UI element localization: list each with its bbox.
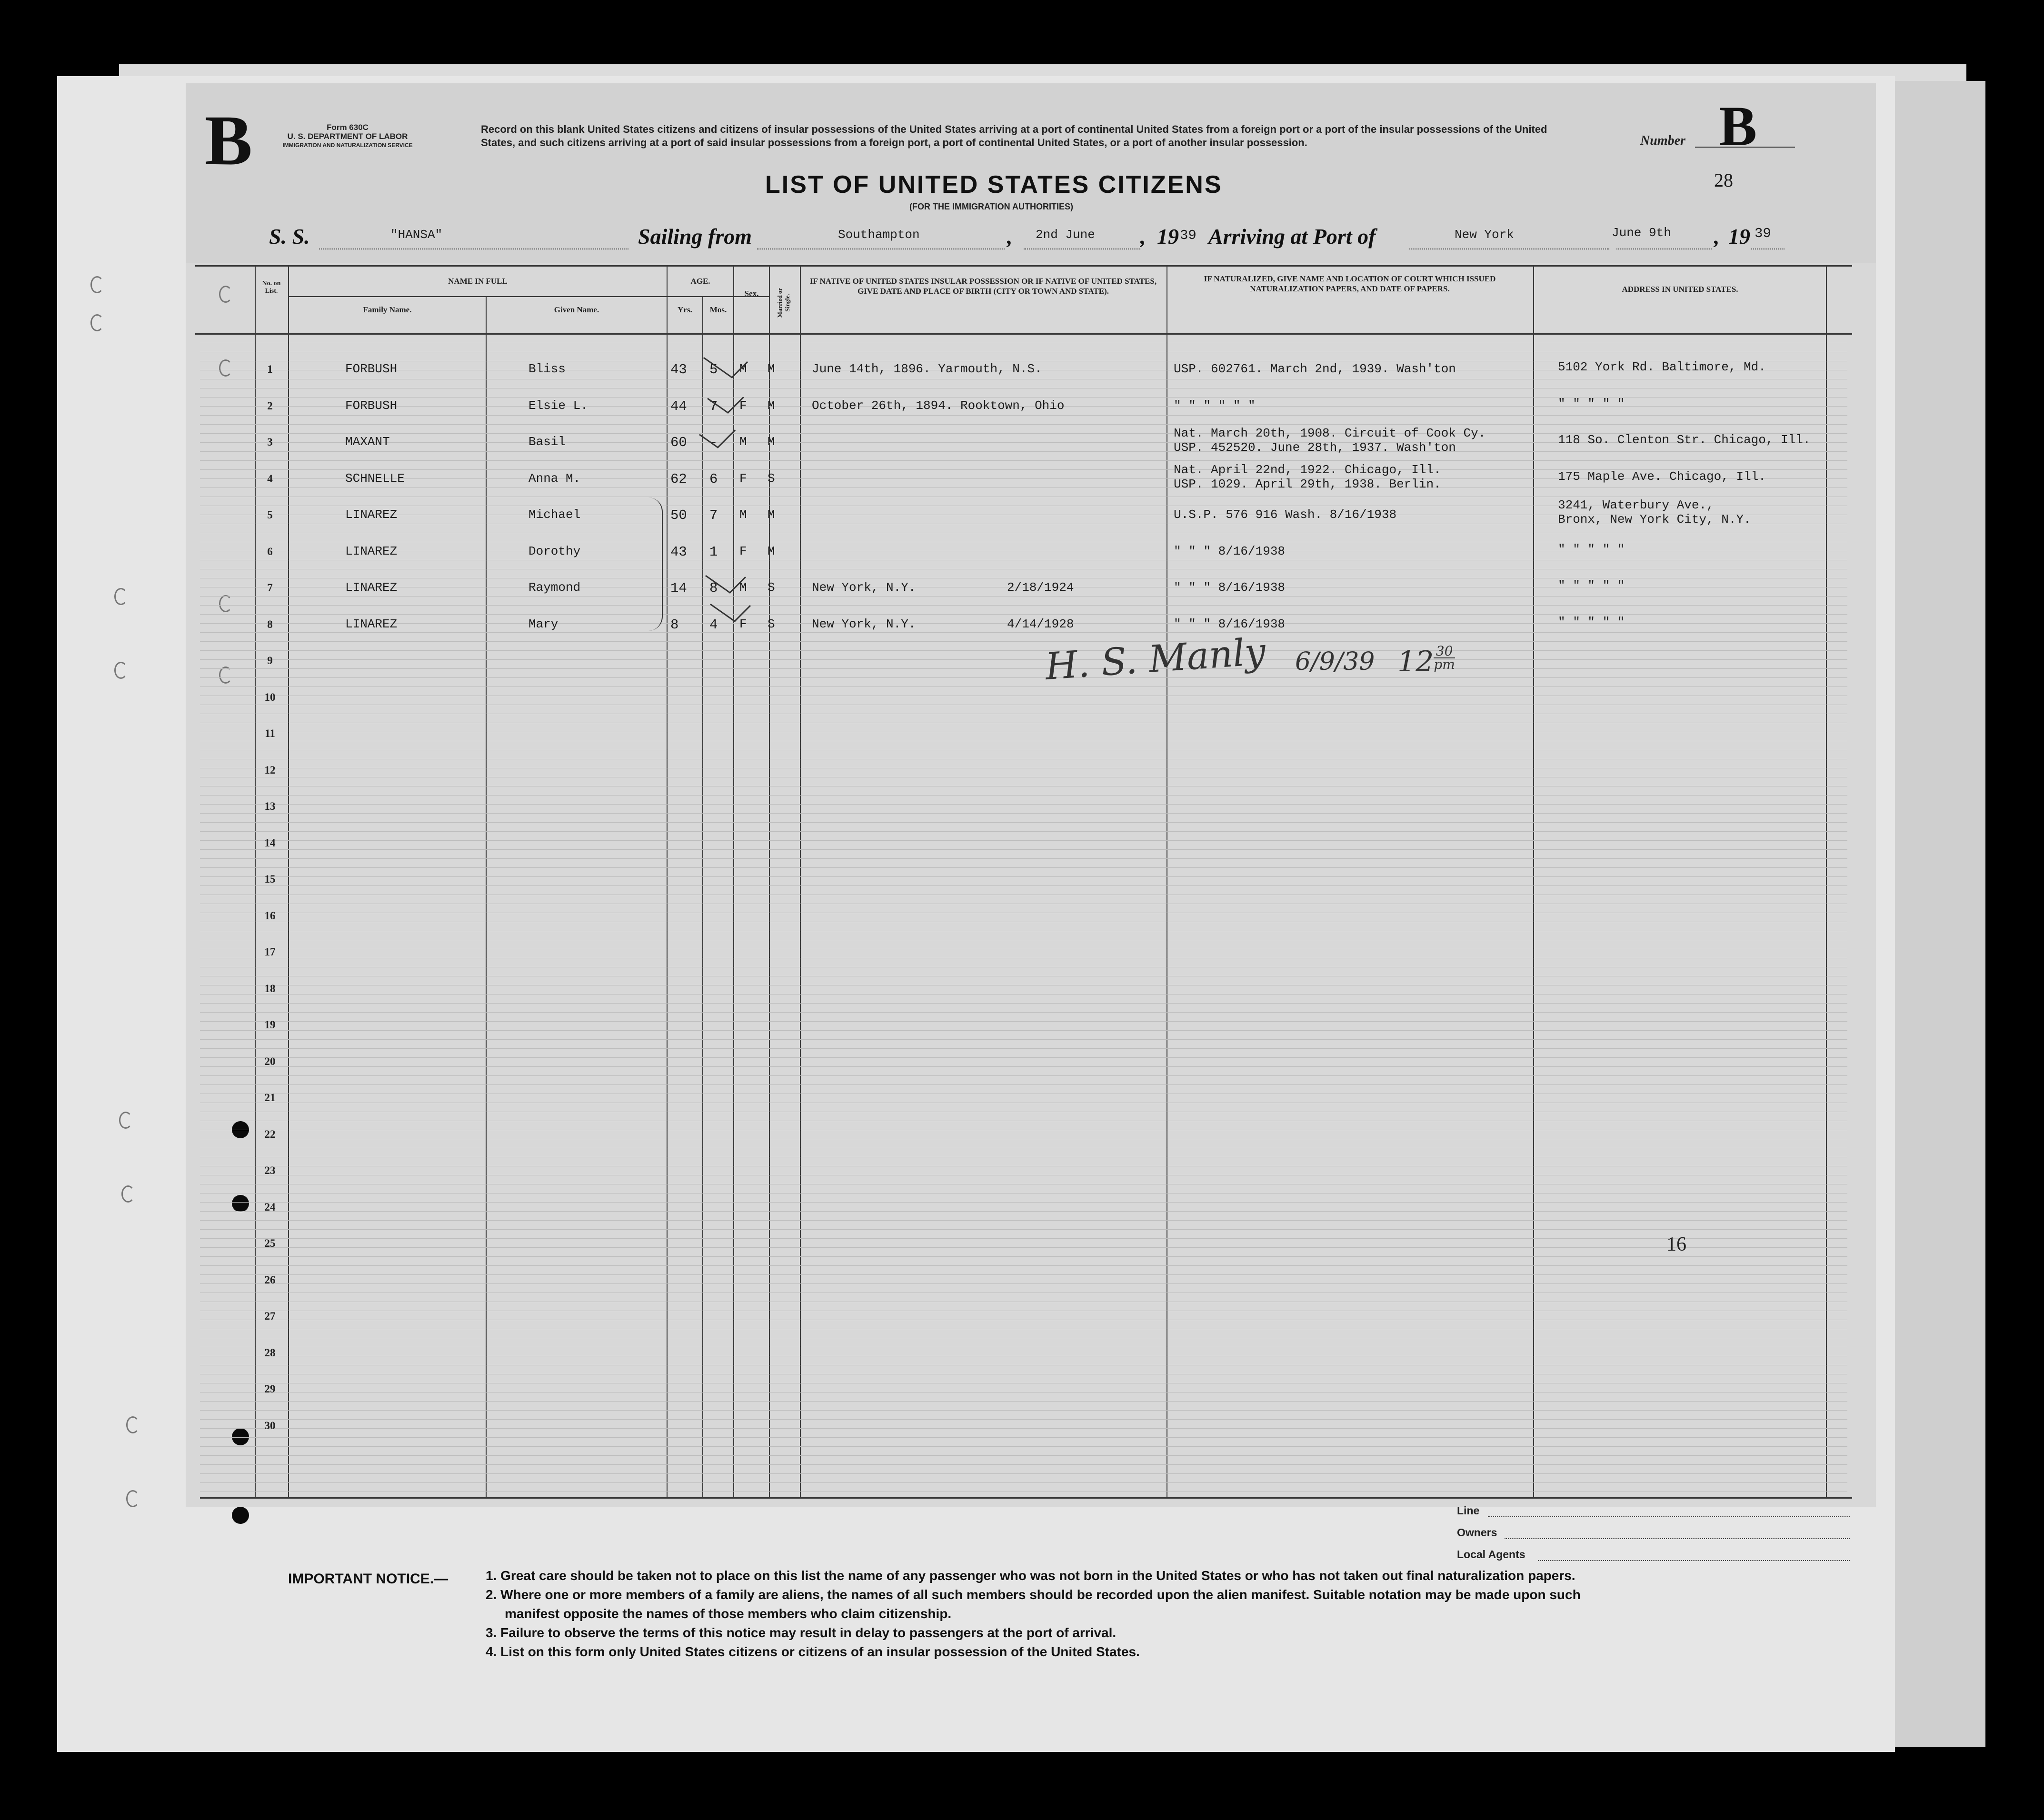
- ruled-line: [200, 1066, 1847, 1067]
- family-name: LINAREZ: [345, 507, 398, 522]
- age-months: 4: [709, 617, 718, 633]
- line-number: 25: [264, 1237, 276, 1249]
- address: " " " " ": [1558, 615, 1625, 629]
- marital-status: M: [768, 362, 775, 376]
- col-header-address: ADDRESS IN UNITED STATES.: [1622, 285, 1738, 294]
- line-number: 3: [267, 436, 273, 448]
- arrival-port: New York: [1455, 228, 1514, 242]
- ruled-line: [200, 1410, 1847, 1411]
- ruled-line: [200, 813, 1847, 814]
- signature-time: [1397, 645, 1455, 678]
- age-years: 44: [670, 398, 687, 414]
- col-header-family: Family Name.: [363, 305, 412, 314]
- sailing-year: 39: [1180, 228, 1196, 243]
- line-number: 28: [264, 1346, 276, 1359]
- family-name: LINAREZ: [345, 580, 398, 595]
- ruled-line: [200, 1283, 1847, 1284]
- punch-hole-icon: [232, 1428, 249, 1445]
- ruled-line: [200, 1048, 1847, 1049]
- address: Bronx, New York City, N.Y.: [1558, 512, 1751, 527]
- ruled-line: [200, 1030, 1847, 1031]
- column-divider: [1826, 265, 1827, 1498]
- comma-separator: ,: [1714, 224, 1720, 249]
- line-number: 22: [264, 1128, 276, 1140]
- ruled-line: [200, 1084, 1847, 1085]
- ruled-line: [200, 677, 1847, 678]
- age-months: 1: [709, 544, 718, 560]
- naturalization-info: " " " " " ": [1174, 398, 1256, 413]
- punch-ring-icon: [219, 666, 232, 684]
- line-number: 16: [264, 909, 276, 922]
- sex: M: [739, 362, 747, 376]
- line-number: 29: [264, 1383, 276, 1395]
- birth-date: 2/18/1924: [1007, 580, 1074, 595]
- line-label: Line: [1457, 1504, 1480, 1517]
- punch-ring-icon: [219, 359, 232, 377]
- marital-status: M: [768, 398, 775, 413]
- marital-status: S: [768, 471, 775, 486]
- line-number: 30: [264, 1419, 276, 1432]
- arriving-label: Arriving at Port of: [1208, 224, 1376, 249]
- sex: F: [739, 617, 747, 631]
- birth-place: New York, N.Y.: [812, 617, 916, 631]
- comma-separator: ,: [1140, 224, 1146, 249]
- line-number: 2: [267, 399, 273, 412]
- line-number: 7: [267, 582, 273, 594]
- ruled-line: [200, 1455, 1847, 1456]
- birth-place: New York, N.Y.: [812, 580, 916, 595]
- line-fill-line: [1488, 1516, 1850, 1517]
- ruled-line: [200, 885, 1847, 886]
- ruled-line: [200, 1075, 1847, 1076]
- ruled-line: [200, 460, 1847, 461]
- ruled-line: [200, 415, 1847, 416]
- punch-ring-icon: [219, 286, 232, 303]
- ruled-line: [200, 867, 1847, 868]
- ruled-line: [200, 1202, 1847, 1203]
- age-years: 8: [670, 617, 679, 633]
- ruled-line: [200, 1229, 1847, 1230]
- ruled-line: [200, 668, 1847, 669]
- table-bottom-rule: [200, 1497, 1852, 1499]
- ruled-line: [200, 1401, 1847, 1402]
- address: " " " " ": [1558, 542, 1625, 557]
- table-top-rule: [195, 265, 1852, 267]
- family-name: FORBUSH: [345, 398, 398, 413]
- column-divider: [769, 265, 770, 1498]
- signature-time-minutes: 30: [1434, 645, 1455, 658]
- naturalization-info: U.S.P. 576 916 Wash. 8/16/1938: [1174, 507, 1397, 522]
- address: " " " " ": [1558, 578, 1625, 593]
- ruled-line: [200, 641, 1847, 642]
- col-header-yrs: Yrs.: [678, 305, 692, 314]
- form-letter: B: [205, 101, 253, 180]
- local-agents-label: Local Agents: [1457, 1548, 1526, 1561]
- signature-time-hour: 12: [1397, 645, 1434, 678]
- ruled-line: [200, 605, 1847, 606]
- family-name: LINAREZ: [345, 544, 398, 558]
- comma-separator: ,: [1007, 224, 1013, 249]
- form-number: Form 630C: [327, 123, 369, 132]
- given-name: Anna M.: [528, 471, 581, 486]
- ruled-line: [200, 451, 1847, 452]
- col-header-naturalized: IF NATURALIZED, GIVE NAME AND LOCATION OF COURT WHICH ISSUED NATURALIZATION PAPERS, AND DATE OF PAPERS.: [1204, 274, 1496, 293]
- ruled-line: [200, 1265, 1847, 1266]
- age-months: 7: [709, 398, 718, 414]
- naturalization-info: USP. 602761. March 2nd, 1939. Wash'ton: [1174, 362, 1456, 376]
- signature-time-minutes-block: [1434, 645, 1455, 671]
- ruled-line: [200, 822, 1847, 823]
- ruled-line: [200, 487, 1847, 488]
- notice-item: 1. Great care should be taken not to place on this list the name of any passenger who was not born in the United States or who has not taken out final naturalization papers.: [486, 1568, 1575, 1583]
- ruled-line: [200, 1473, 1847, 1474]
- marital-status: S: [768, 580, 775, 595]
- punch-hole-icon: [232, 1195, 249, 1212]
- ruled-line: [200, 650, 1847, 651]
- notice-item: 4. List on this form only United States citizens or citizens of an insular possession of the United States.: [486, 1644, 1140, 1659]
- naturalization-info: " " " 8/16/1938: [1174, 617, 1286, 631]
- arrival-date: June 9th: [1612, 226, 1671, 240]
- page-count: 16: [1666, 1233, 1686, 1255]
- notice-item: manifest opposite the names of those members who claim citizenship.: [505, 1606, 952, 1621]
- sex: M: [739, 580, 747, 595]
- column-divider: [288, 265, 289, 1498]
- family-name: FORBUSH: [345, 362, 398, 376]
- age-months: 8: [709, 580, 718, 596]
- arrival-year-prefix: 19: [1728, 224, 1750, 249]
- ruled-line: [200, 686, 1847, 687]
- age-years: 62: [670, 471, 687, 487]
- marital-status: S: [768, 617, 775, 631]
- punch-ring-icon: [114, 588, 128, 605]
- punch-ring-icon: [219, 595, 232, 612]
- age-years: 14: [670, 580, 687, 596]
- sex: F: [739, 471, 747, 486]
- number-label: Number: [1640, 133, 1685, 148]
- line-number: 19: [264, 1019, 276, 1031]
- address: 118 So. Clenton Str. Chicago, Ill.: [1558, 433, 1811, 447]
- line-number: 10: [264, 691, 276, 703]
- sailing-label: Sailing from: [638, 224, 752, 249]
- ruled-line: [200, 1238, 1847, 1239]
- family-name: LINAREZ: [345, 617, 398, 631]
- ruled-line: [200, 1256, 1847, 1257]
- family-name: MAXANT: [345, 435, 390, 449]
- agents-fill-line: [1538, 1560, 1850, 1561]
- address: 5102 York Rd. Baltimore, Md.: [1558, 360, 1766, 374]
- birth-date: 4/14/1928: [1007, 617, 1074, 631]
- age-months: -: [709, 435, 718, 450]
- given-name: Bliss: [528, 362, 566, 376]
- family-bracket: [648, 497, 663, 631]
- line-number: 18: [264, 982, 276, 995]
- form-instructions: Record on this blank United States citizens and citizens of insular possessions of the United States arriving at a port of continental United States from a foreign port or a port of the insular possessions of the United States, and such citizens arriving at a port of said insular possessions from a foreign port, a port of continental United States, or a port of another insular possession.: [481, 123, 1547, 149]
- birth-place: October 26th, 1894. Rooktown, Ohio: [812, 398, 1065, 413]
- ruled-line: [200, 876, 1847, 877]
- line-number: 27: [264, 1310, 276, 1322]
- ruled-line: [200, 831, 1847, 832]
- service-name: IMMIGRATION AND NATURALIZATION SERVICE: [282, 142, 413, 149]
- ruled-line: [200, 840, 1847, 841]
- sailing-year-prefix: 19: [1157, 224, 1179, 249]
- table-header-rule: [195, 333, 1852, 335]
- ruled-line: [200, 1274, 1847, 1275]
- line-number: 1: [267, 363, 273, 375]
- signature-time-period: pm: [1434, 656, 1455, 672]
- line-number: 11: [265, 727, 275, 739]
- department-name: U. S. DEPARTMENT OF LABOR: [287, 132, 408, 141]
- age-years: 43: [670, 362, 687, 378]
- naturalization-info: Nat. March 20th, 1908. Circuit of Cook Cy.: [1174, 426, 1486, 440]
- inspector-signature: H. S. Manly: [1044, 630, 1267, 689]
- column-divider: [1533, 265, 1534, 1498]
- line-number: 9: [267, 655, 273, 666]
- line-number: 5: [267, 509, 273, 521]
- address: 175 Maple Ave. Chicago, Ill.: [1558, 469, 1766, 484]
- line-number: 21: [264, 1092, 276, 1104]
- ruled-line: [200, 804, 1847, 805]
- column-divider: [486, 296, 487, 1498]
- ruled-line: [200, 596, 1847, 597]
- ruled-line: [200, 1247, 1847, 1248]
- given-name: Mary: [528, 617, 558, 631]
- line-number: 20: [264, 1055, 276, 1067]
- sheet-number: 28: [1714, 169, 1733, 191]
- ruled-line: [200, 994, 1847, 995]
- form-id-block: [267, 123, 429, 150]
- page-title: LIST OF UNITED STATES CITIZENS: [765, 171, 1223, 199]
- owners-fill-line: [1505, 1538, 1850, 1539]
- ruled-line: [200, 1446, 1847, 1447]
- ruled-line: [200, 1057, 1847, 1058]
- given-name: Basil: [528, 435, 566, 449]
- signature-date: 6/9/39: [1295, 647, 1375, 676]
- ruled-line: [200, 795, 1847, 796]
- naturalization-info: USP. 1029. April 29th, 1938. Berlin.: [1174, 477, 1441, 491]
- punch-hole-icon: [232, 1507, 249, 1524]
- sex: M: [739, 435, 747, 449]
- line-number: 13: [264, 800, 276, 812]
- column-divider: [667, 265, 668, 1498]
- punch-ring-icon: [126, 1490, 140, 1507]
- line-number: 8: [267, 618, 273, 630]
- col-header-married: Married or Single.: [776, 288, 791, 318]
- ship-name: "HANSA": [390, 228, 443, 242]
- subheader-rule: [288, 296, 769, 297]
- arrival-year: 39: [1755, 226, 1771, 241]
- sailing-port: Southampton: [838, 228, 920, 242]
- line-number: 6: [267, 545, 273, 557]
- birth-place: June 14th, 1896. Yarmouth, N.S.: [812, 362, 1042, 376]
- ruled-line: [200, 1039, 1847, 1040]
- sex: F: [739, 398, 747, 413]
- given-name: Dorothy: [528, 544, 581, 558]
- ruled-line: [200, 1021, 1847, 1022]
- age-years: 43: [670, 544, 687, 560]
- sex: F: [739, 544, 747, 558]
- column-divider: [702, 296, 703, 1498]
- age-years: 50: [670, 507, 687, 523]
- given-name: Michael: [528, 507, 581, 522]
- age-months: 5: [709, 362, 718, 378]
- ruled-line: [200, 858, 1847, 859]
- line-number: 14: [264, 836, 276, 849]
- col-header-age: AGE.: [690, 277, 710, 286]
- col-header-no: No. on List.: [262, 280, 281, 295]
- ruled-line: [200, 1220, 1847, 1221]
- notice-item: 3. Failure to observe the terms of this notice may result in delay to passengers at the port of arrival.: [486, 1625, 1117, 1640]
- ruled-line: [200, 1211, 1847, 1212]
- punch-ring-icon: [114, 662, 128, 679]
- ss-label: S. S.: [269, 224, 310, 249]
- line-number: 23: [264, 1164, 276, 1176]
- ruled-line: [200, 632, 1847, 633]
- ruled-line: [200, 1419, 1847, 1420]
- col-header-native: IF NATIVE OF UNITED STATES INSULAR POSSESSION OR IF NATIVE OF UNITED STATES, GIVE DATE AND PLACE OF BIRTH (CITY OR TOWN AND STATE).: [809, 277, 1157, 296]
- ruled-line: [200, 1437, 1847, 1438]
- line-number: 4: [267, 472, 273, 485]
- line-number: 24: [264, 1201, 276, 1213]
- ruled-line: [200, 1003, 1847, 1004]
- punch-ring-icon: [119, 1112, 132, 1129]
- marital-status: M: [768, 507, 775, 522]
- ruled-line: [200, 1428, 1847, 1429]
- punch-ring-icon: [121, 1185, 135, 1203]
- age-months: 7: [709, 507, 718, 523]
- line-number: 26: [264, 1273, 276, 1286]
- sex: M: [739, 507, 747, 522]
- address: " " " " ": [1558, 396, 1625, 411]
- marital-status: M: [768, 435, 775, 449]
- sailing-date: 2nd June: [1036, 228, 1095, 242]
- marital-status: M: [768, 544, 775, 558]
- naturalization-info: " " " 8/16/1938: [1174, 580, 1286, 595]
- family-name: SCHNELLE: [345, 471, 405, 486]
- notice-item: 2. Where one or more members of a family are aliens, the names of all such members should be recorded upon the alien manifest. Suitable notation may be made upon such: [486, 1587, 1581, 1602]
- page-subtitle: (FOR THE IMMIGRATION AUTHORITIES): [909, 202, 1073, 211]
- given-name: Elsie L.: [528, 398, 588, 413]
- ruled-line: [200, 1012, 1847, 1013]
- naturalization-info: USP. 452520. June 28th, 1937. Wash'ton: [1174, 440, 1456, 455]
- address: 3241, Waterbury Ave.,: [1558, 498, 1714, 512]
- line-number: 17: [264, 946, 276, 958]
- age-months: 6: [709, 471, 718, 487]
- age-years: 60: [670, 435, 687, 450]
- column-divider: [800, 265, 801, 1498]
- naturalization-info: " " " 8/16/1938: [1174, 544, 1286, 558]
- owners-label: Owners: [1457, 1526, 1497, 1539]
- col-header-sex: Sex.: [744, 289, 759, 298]
- line-number: 15: [264, 873, 276, 885]
- column-divider: [733, 265, 734, 1498]
- ruled-line: [200, 424, 1847, 425]
- line-number: 12: [264, 764, 276, 776]
- col-header-mos: Mos.: [709, 305, 727, 314]
- punch-ring-icon: [126, 1416, 140, 1433]
- ruled-line: [200, 849, 1847, 850]
- punch-ring-icon: [90, 314, 104, 331]
- ruled-line: [200, 1482, 1847, 1483]
- given-name: Raymond: [528, 580, 581, 595]
- punch-ring-icon: [90, 276, 104, 293]
- col-header-name: NAME IN FULL: [448, 277, 508, 286]
- naturalization-info: Nat. April 22nd, 1922. Chicago, Ill.: [1174, 462, 1441, 477]
- ruled-line: [200, 659, 1847, 660]
- col-header-given: Given Name.: [554, 305, 599, 314]
- number-value: B: [1719, 94, 1757, 158]
- ruled-line: [200, 1464, 1847, 1465]
- notice-heading: IMPORTANT NOTICE.—: [288, 1571, 449, 1587]
